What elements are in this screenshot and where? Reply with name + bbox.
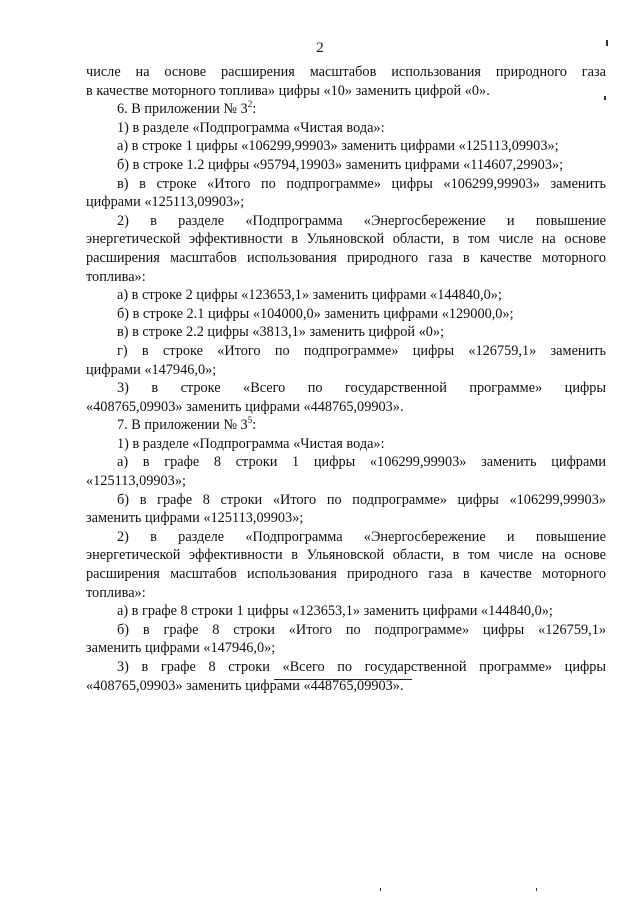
line-text: в) в строке «Итого по подпрограмме» цифры «106299,99903» заменить xyxy=(117,175,606,192)
text-line xyxy=(86,286,606,305)
line-text: энергетической эффективности в Ульяновской области, в том числе на основе xyxy=(86,547,606,564)
line-text: «408765,09903» заменить цифрами «448765,09903». xyxy=(86,398,404,415)
text-line xyxy=(86,119,606,138)
line-text: заменить цифрами «147946,0»; xyxy=(86,640,276,657)
superscript: 2 xyxy=(247,99,253,110)
line-text: в качестве моторного топлива» цифры «10» заменить цифрой «0». xyxy=(86,82,490,99)
page-number: 2 xyxy=(316,40,324,56)
line-text: заменить цифрами «125113,09903»; xyxy=(86,510,304,527)
line-text: а) в строке 1 цифры «106299,99903» заменить цифрами «125113,09903»; xyxy=(117,138,559,155)
line-text: а) в графе 8 строки 1 цифры «123653,1» заменить цифрами «144840,0»; xyxy=(117,603,553,620)
text-line xyxy=(86,621,606,640)
scan-mark xyxy=(536,888,537,891)
text-line xyxy=(86,249,606,268)
document-body xyxy=(86,63,606,695)
scan-mark xyxy=(606,40,608,46)
text-line xyxy=(86,602,606,621)
text-line xyxy=(86,323,606,342)
line-text: б) в графе 8 строки «Итого по подпрограмме» цифры «126759,1» xyxy=(117,621,606,638)
line-text: 1) в разделе «Подпрограмма «Чистая вода»: xyxy=(117,435,385,452)
line-text: а) в строке 2 цифры «123653,1» заменить цифрами «144840,0»; xyxy=(117,287,502,304)
line-text: б) в строке 1.2 цифры «95794,19903» заменить цифрами «114607,29903»; xyxy=(117,156,564,173)
text-line xyxy=(86,342,606,361)
line-text: топлива»: xyxy=(86,584,146,601)
line-text: 3) в графе 8 строки «Всего по государственной программе» цифры xyxy=(117,659,606,675)
line-text: 6. В приложении № 3 xyxy=(117,101,248,118)
scan-mark xyxy=(604,96,606,100)
line-text: энергетической эффективности в Ульяновской области, в том числе на основе xyxy=(86,231,606,248)
line-text: б) в графе 8 строки «Итого по подпрограмме» цифры «106299,99903» xyxy=(117,491,606,508)
text-line xyxy=(86,416,606,435)
line-text: 1) в разделе «Подпрограмма «Чистая вода»: xyxy=(117,119,385,136)
text-line xyxy=(86,156,606,175)
text-line xyxy=(86,305,606,324)
text-line xyxy=(86,175,606,194)
line-text: а) в графе 8 строки 1 цифры «106299,99903» заменить цифрами xyxy=(117,454,606,471)
line-text: б) в строке 2.1 цифры «104000,0» заменить цифрами «129000,0»; xyxy=(117,305,514,322)
scan-mark xyxy=(380,888,381,891)
text-line xyxy=(86,453,606,472)
text-line xyxy=(86,472,606,491)
line-text: в) в строке 2.2 цифры «3813,1» заменить цифрой «0»; xyxy=(117,324,445,341)
line-text: расширения масштабов использования природного газа в качестве моторного xyxy=(86,566,606,583)
text-line xyxy=(86,565,606,584)
line-text: 3) в строке «Всего по государственной программе» цифры xyxy=(117,380,606,397)
line-text: 7. В приложении № 3 xyxy=(117,417,248,434)
line-text: топлива»: xyxy=(86,268,146,285)
line-text: г) в строке «Итого по подпрограмме» цифры «126759,1» заменить xyxy=(117,342,606,359)
text-line xyxy=(86,193,606,212)
text-line xyxy=(86,658,606,677)
text-line xyxy=(86,398,606,417)
line-text: цифрами «125113,09903»; xyxy=(86,194,245,211)
line-text: расширения масштабов использования природного газа в качестве моторного xyxy=(86,249,606,266)
text-line xyxy=(86,82,606,101)
text-line xyxy=(86,137,606,156)
superscript: 5 xyxy=(247,415,253,426)
text-line xyxy=(86,584,606,603)
text-line xyxy=(86,100,606,119)
text-line xyxy=(86,63,606,82)
text-line xyxy=(86,230,606,249)
line-text: 2) в разделе «Подпрограмма «Энергосбережение и повышение xyxy=(117,528,606,545)
text-line xyxy=(86,639,606,658)
text-line xyxy=(86,361,606,380)
text-line xyxy=(86,268,606,287)
text-line xyxy=(86,509,606,528)
text-line xyxy=(86,528,606,547)
text-line xyxy=(86,435,606,454)
text-line xyxy=(86,491,606,510)
line-text: 2) в разделе «Подпрограмма «Энергосбережение и повышение xyxy=(117,212,606,229)
text-line xyxy=(86,379,606,398)
text-line xyxy=(86,546,606,565)
line-suffix: : xyxy=(252,417,257,434)
line-text: «125113,09903»; xyxy=(86,473,186,490)
line-text: цифрами «147946,0»; xyxy=(86,361,217,378)
line-text: числе на основе расширения масштабов использования природного газа xyxy=(86,64,606,80)
line-text: «408765,09903» заменить цифрами «448765,09903». xyxy=(86,677,404,694)
text-line xyxy=(86,212,606,231)
end-rule xyxy=(274,679,412,680)
line-suffix: : xyxy=(252,101,257,118)
